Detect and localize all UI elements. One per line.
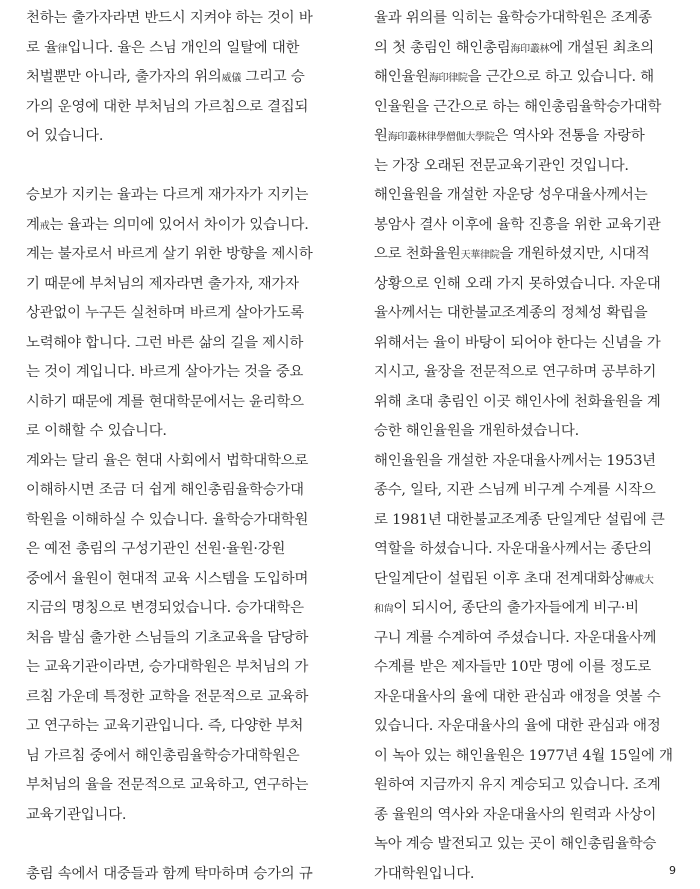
text-line: 총림 속에서 대중들과 함께 탁마하며 승가의 규	[26, 860, 322, 889]
text-line: 로 율律입니다. 율은 스님 개인의 일탈에 대한	[26, 34, 322, 64]
text-line: 지시고, 율장을 전문적으로 연구하며 공부하기	[374, 358, 672, 388]
text-line: 시하기 때문에 계를 현대학문에서는 윤리학으	[26, 388, 322, 418]
text-line: 가의 운영에 대한 부처님의 가르침으로 결집되	[26, 93, 322, 123]
hanja-text: 傳戒大	[624, 575, 653, 586]
text-line: 원하여 지금까지 유지 계승되고 있습니다. 조계	[374, 771, 672, 801]
text-line: 단일계단이 설립된 이후 초대 전계대화상傳戒大	[374, 565, 672, 595]
text-line: 교육기관입니다.	[26, 801, 322, 831]
hanja-text: 戒	[40, 221, 50, 232]
text-line: 봉암사 결사 이후에 율학 진흥을 위한 교육기관	[374, 211, 672, 241]
text-line: 승보가 지키는 율과는 다르게 재가자가 지키는	[26, 181, 322, 211]
text-line: 율과 위의를 익히는 율학승가대학원은 조계종	[374, 4, 672, 34]
text-line: 가대학원입니다.	[374, 860, 672, 889]
hanja-text: 海印叢林律學僧伽大學院	[388, 132, 495, 143]
text-line: 지금의 명칭으로 변경되었습니다. 승가대학은	[26, 594, 322, 624]
text-line: 계와는 달리 율은 현대 사회에서 법학대학으로	[26, 447, 322, 477]
text-line: 율사께서는 대한불교조계종의 정체성 확립을	[374, 299, 672, 329]
hanja-text: 威儀	[222, 73, 241, 84]
text-line: 역할을 하셨습니다. 자운대율사께서는 종단의	[374, 535, 672, 565]
text-line: 이해하시면 조금 더 쉽게 해인총림율학승가대	[26, 476, 322, 506]
text-line: 처벌뿐만 아니라, 출가자의 위의威儀 그리고 승	[26, 63, 322, 93]
hanja-text: 海印律院	[429, 73, 468, 84]
text-line: 어 있습니다.	[26, 122, 322, 152]
text-line: 은 예전 총림의 구성기관인 선원·율원·강원	[26, 535, 322, 565]
text-line: 처음 발심 출가한 스님들의 기초교육을 담당하	[26, 624, 322, 654]
text-line: 이 녹아 있는 해인율원은 1977년 4월 15일에 개	[374, 742, 672, 772]
text-line: 위해서는 율이 바탕이 되어야 한다는 신념을 가	[374, 329, 672, 359]
left-text-column	[26, 4, 322, 889]
text-line: 있습니다. 자운대율사의 율에 대한 관심과 애정	[374, 712, 672, 742]
text-line: 는 것이 계입니다. 바르게 살아가는 것을 중요	[26, 358, 322, 388]
page-number: 9	[669, 864, 676, 877]
text-line: 로 1981년 대한불교조계종 단일계단 설립에 큰	[374, 506, 672, 536]
text-line: 기 때문에 부처님의 제자라면 출가자, 재가자	[26, 270, 322, 300]
text-line: 계戒는 율과는 의미에 있어서 차이가 있습니다.	[26, 211, 322, 241]
text-line: 승한 해인율원을 개원하셨습니다.	[374, 417, 672, 447]
hanja-text: 和尙	[374, 604, 393, 615]
text-line: 고 연구하는 교육기관입니다. 즉, 다양한 부처	[26, 712, 322, 742]
text-line: 자운대율사의 율에 대한 관심과 애정을 엿볼 수	[374, 683, 672, 713]
text-line: 는 교육기관이라면, 승가대학원은 부처님의 가	[26, 653, 322, 683]
text-line: 해인율원을 개설한 자운대율사께서는 1953년	[374, 447, 672, 477]
paragraph-gap	[26, 152, 322, 182]
text-line: 종수, 일타, 지관 스님께 비구계 수계를 시작으	[374, 476, 672, 506]
hanja-text: 律	[58, 44, 68, 55]
text-line: 인율원을 근간으로 하는 해인총림율학승가대학	[374, 93, 672, 123]
text-line: 위해 초대 총림인 이곳 해인사에 천화율원을 계	[374, 388, 672, 418]
hanja-text: 天華律院	[461, 250, 500, 261]
text-line: 종 율원의 역사와 자운대율사의 원력과 사상이	[374, 801, 672, 831]
text-line: 구니 계를 수계하여 주셨습니다. 자운대율사께	[374, 624, 672, 654]
text-line: 는 가장 오래된 전문교육기관인 것입니다.	[374, 152, 672, 182]
text-line: 和尙이 되시어, 종단의 출가자들에게 비구·비	[374, 594, 672, 624]
text-line: 노력해야 합니다. 그런 바른 삶의 길을 제시하	[26, 329, 322, 359]
text-line: 원海印叢林律學僧伽大學院은 역사와 전통을 자랑하	[374, 122, 672, 152]
text-line: 르침 가운데 특정한 교학을 전문적으로 교육하	[26, 683, 322, 713]
text-line: 수계를 받은 제자들만 10만 명에 이를 정도로	[374, 653, 672, 683]
text-line: 녹아 계승 발전되고 있는 곳이 해인총림율학승	[374, 830, 672, 860]
text-line: 으로 천화율원天華律院을 개원하셨지만, 시대적	[374, 240, 672, 270]
text-line: 중에서 율원이 현대적 교육 시스템을 도입하며	[26, 565, 322, 595]
hanja-text: 海印叢林	[510, 44, 549, 55]
text-line: 부처님의 율을 전문적으로 교육하고, 연구하는	[26, 771, 322, 801]
text-line: 해인율원海印律院을 근간으로 하고 있습니다. 해	[374, 63, 672, 93]
text-line: 계는 불자로서 바르게 살기 위한 방향을 제시하	[26, 240, 322, 270]
text-line: 천하는 출가자라면 반드시 지켜야 하는 것이 바	[26, 4, 322, 34]
paragraph-gap	[26, 830, 322, 860]
text-line: 로 이해할 수 있습니다.	[26, 417, 322, 447]
text-line: 상관없이 누구든 실천하며 바르게 살아가도록	[26, 299, 322, 329]
text-line: 의 첫 총림인 해인총림海印叢林에 개설된 최초의	[374, 34, 672, 64]
right-text-column	[374, 4, 672, 889]
text-line: 해인율원을 개설한 자운당 성우대율사께서는	[374, 181, 672, 211]
text-line: 학원을 이해하실 수 있습니다. 율학승가대학원	[26, 506, 322, 536]
text-line: 상황으로 인해 오래 가지 못하였습니다. 자운대	[374, 270, 672, 300]
text-line: 님 가르침 중에서 해인총림율학승가대학원은	[26, 742, 322, 772]
